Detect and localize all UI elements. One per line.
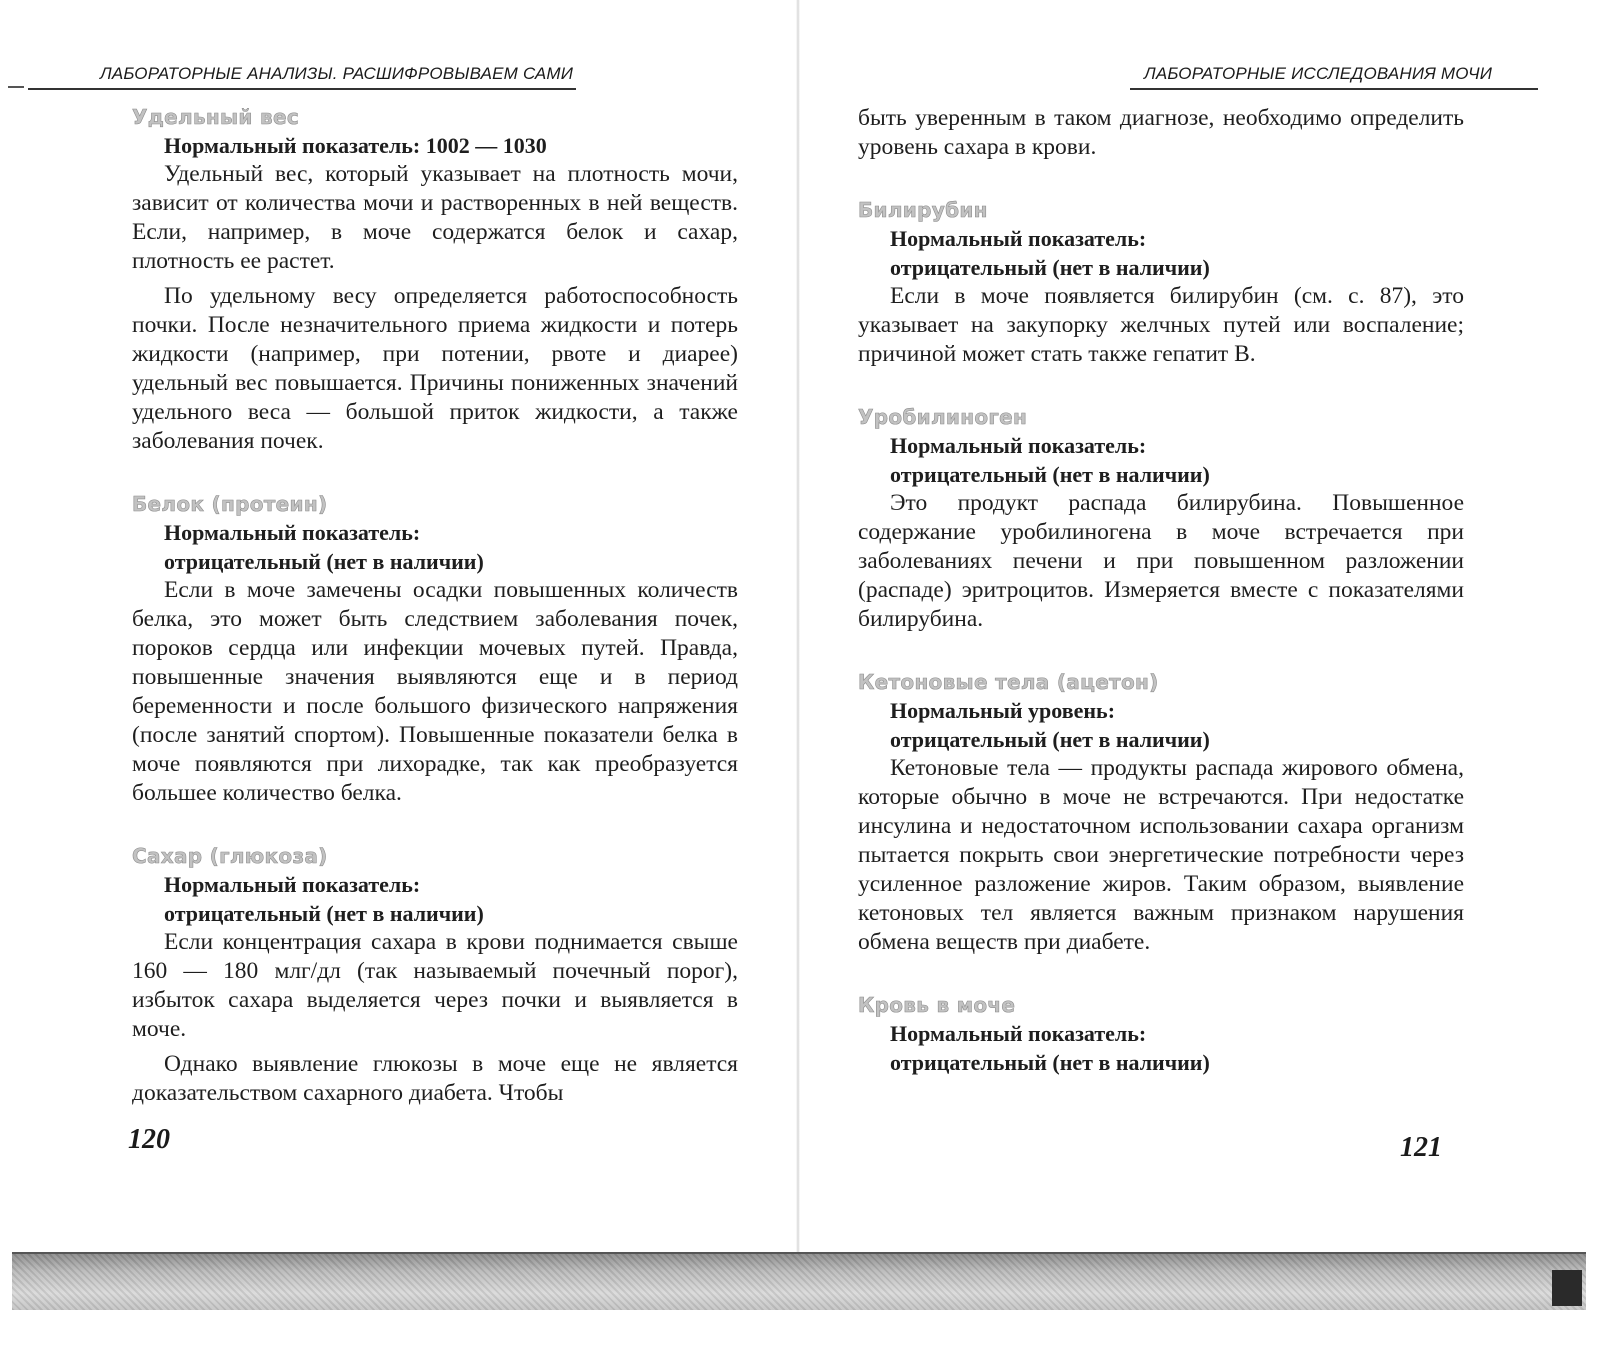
page-number: 120	[128, 1124, 170, 1155]
paragraph: Кетоновые тела — продукты распада жирового обмена, которые обычно в моче не встречаются. При недостатке инсулина и недостаточном использовании сахара организм пытается покрыть свои энергетические потребности через усиленное разложение жиров. Таким образом, выявление кетоновых тел является важным признаком нарушения обмена веществ при диабете.	[858, 755, 1464, 955]
section-heading: Сахар (глюкоза)	[132, 844, 328, 868]
section-heading: Уробилиноген	[858, 405, 1028, 429]
section-heading: Удельный вес	[132, 105, 299, 129]
paragraph: Если концентрация сахара в крови поднимается свыше 160 — 180 млг/дл (так называемый почечный порог), избыток сахара выделяется через почки и выявляется в моче.	[132, 929, 738, 1042]
running-head: ЛАБОРАТОРНЫЕ АНАЛИЗЫ. РАСШИФРОВЫВАЕМ САМИ	[100, 64, 574, 83]
right-text-column	[858, 104, 1464, 1077]
left-text-column	[132, 103, 738, 1108]
normal-value: Нормальный показатель:	[890, 1021, 1147, 1046]
margin-dash	[8, 86, 24, 88]
normal-value: Нормальный показатель:	[164, 520, 421, 545]
section-heading: Кетоновые тела (ацетон)	[858, 670, 1159, 694]
header-rule	[1130, 88, 1538, 90]
page-number: 121	[1400, 1132, 1442, 1163]
normal-value: отрицательный (нет в наличии)	[164, 549, 484, 574]
section-heading: Билирубин	[858, 198, 988, 222]
left-page	[0, 0, 790, 1240]
section-heading: Кровь в моче	[858, 993, 1016, 1017]
header-rule	[28, 88, 576, 90]
normal-value: Нормальный показатель:	[164, 872, 421, 897]
paragraph: Удельный вес, который указывает на плотность мочи, зависит от количества мочи и растворенных в ней веществ. Если, например, в моче содержатся белок и сахар, плотность ее растет.	[132, 161, 738, 274]
paragraph: По удельному весу определяется работоспособность почки. После незначительного приема жидкости и потерь жидкости (например, при потении, рвоте и диарее) удельный вес повышается. Причины пониженных значений удельного веса — большой приток жидкости, а также заболевания почек.	[132, 283, 738, 454]
right-page	[800, 0, 1600, 1240]
paragraph: Это продукт распада билирубина. Повышенное содержание уробилиногена в моче встречается при заболеваниях печени и при повышенном разложении (распаде) эритроцитов. Измеряется вместе с показателями билирубина.	[858, 490, 1464, 632]
normal-value: Нормальный показатель:	[890, 433, 1147, 458]
normal-value: Нормальный показатель:	[890, 226, 1147, 251]
paragraph: Если в моче замечены осадки повышенных количеств белка, это может быть следствием заболевания почек, пороков сердца или инфекции мочевых путей. Правда, повышенные значения выявляются еще и в период беременности и после большого физического напряжения (после занятий спортом). Повышенные показатели белка в моче появляются при лихорадке, так как преобразуется большее количество белка.	[132, 577, 738, 806]
normal-value: отрицательный (нет в наличии)	[890, 727, 1210, 752]
running-head: ЛАБОРАТОРНЫЕ ИССЛЕДОВАНИЯ МОЧИ	[1144, 64, 1493, 83]
normal-value: отрицательный (нет в наличии)	[890, 462, 1210, 487]
book-edge-shadow	[12, 1252, 1586, 1310]
book-corner-mark	[1552, 1270, 1582, 1306]
paragraph: Однако выявление глюкозы в моче еще не является доказательством сахарного диабета. Чтобы	[132, 1051, 738, 1106]
normal-value: Нормальный показатель: 1002 — 1030	[164, 133, 547, 158]
normal-value: отрицательный (нет в наличии)	[164, 901, 484, 926]
normal-value: отрицательный (нет в наличии)	[890, 1050, 1210, 1075]
normal-value: отрицательный (нет в наличии)	[890, 255, 1210, 280]
section-heading: Белок (протеин)	[132, 492, 328, 516]
paragraph: Если в моче появляется билирубин (см. с. 87), это указывает на закупорку желчных путей или воспаление; причиной может стать также гепатит В.	[858, 283, 1464, 367]
continuation-paragraph: быть уверенным в таком диагнозе, необходимо определить уровень сахара в крови.	[858, 105, 1464, 160]
normal-value: Нормальный уровень:	[890, 698, 1116, 723]
